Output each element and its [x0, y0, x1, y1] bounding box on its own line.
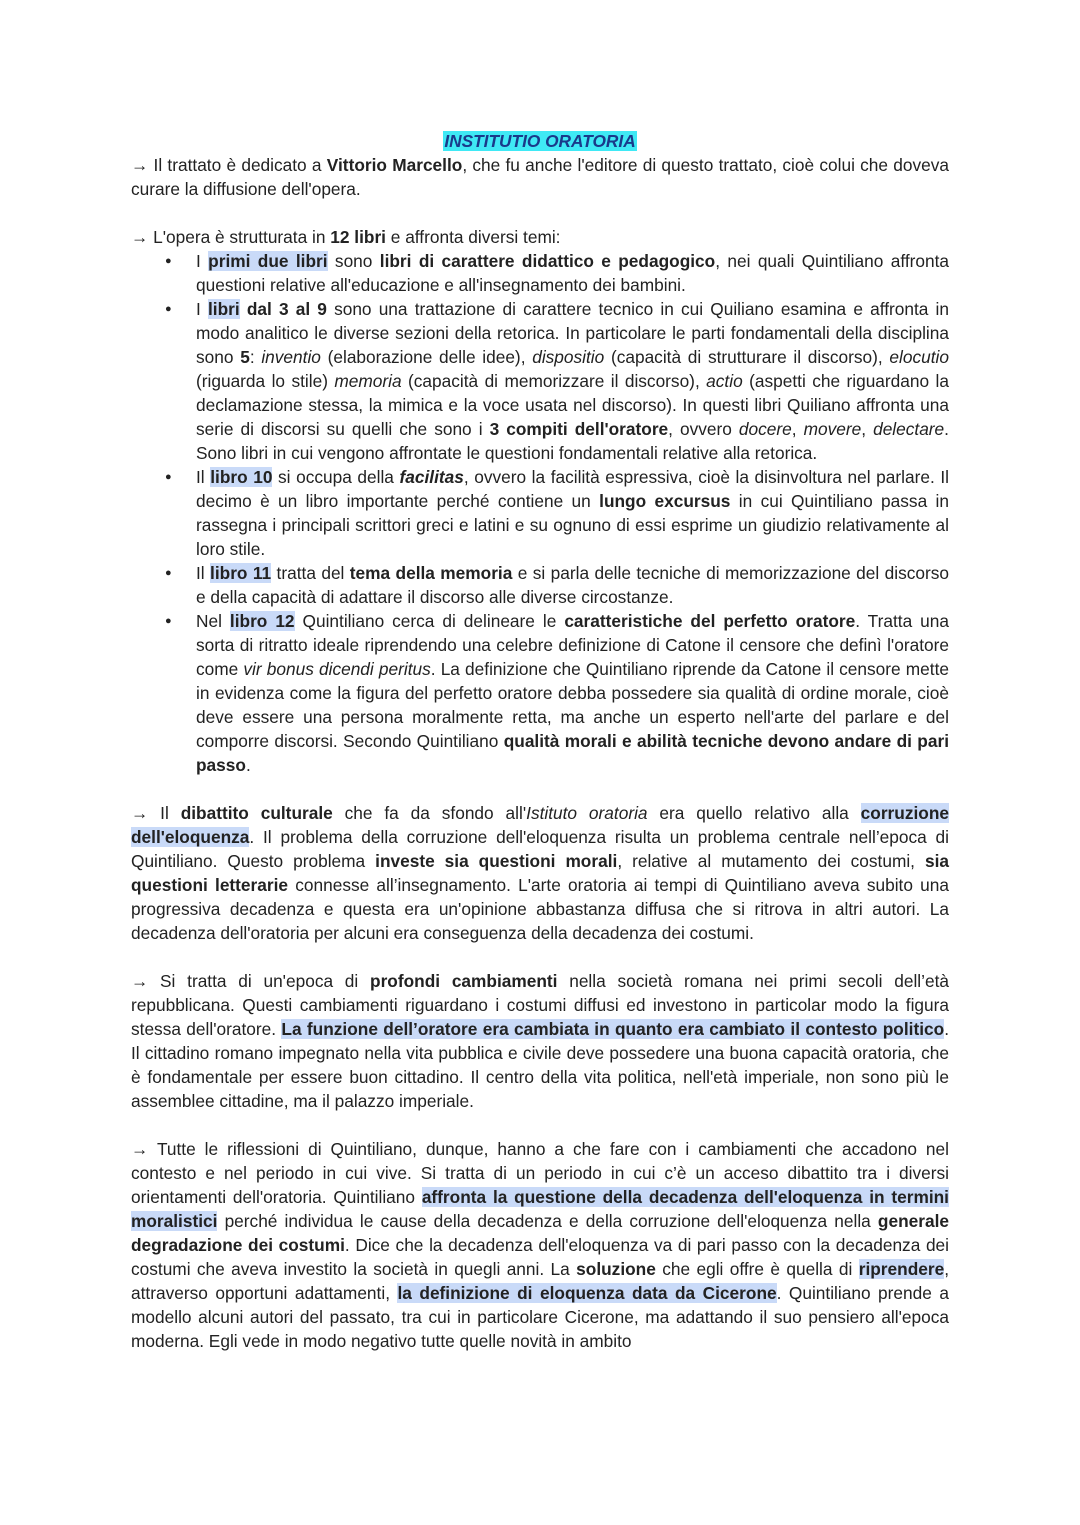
highlight: corruzione dell'eloquenza	[131, 803, 949, 847]
text: Nel	[196, 611, 230, 631]
text: che fa da sfondo all'	[332, 803, 527, 823]
highlight: La funzione dell’oratore era cambiata in quanto era cambiato il contesto politico	[281, 1019, 945, 1039]
paragraph-changes	[131, 969, 949, 1113]
text: e si parla delle tecniche di memorizzazione del discorso e della capacità di adattare il discorso alle diverse circostanze.	[196, 563, 949, 607]
text: Il	[196, 563, 211, 583]
bold-text: dibattito culturale	[180, 803, 333, 823]
text: perché individua le cause della decadenza e della corruzione dell'eloquenza nella	[217, 1211, 878, 1231]
bold-text: qualità morali e abilità tecniche devono andare di pari passo	[196, 731, 949, 775]
text: I	[196, 251, 209, 271]
paragraph-cultural-debate	[131, 801, 949, 945]
text: tratta del	[271, 563, 350, 583]
text: → Il	[131, 803, 181, 823]
paragraph-structure	[131, 225, 949, 249]
highlight: affronta la questione della decadenza dell'eloquenza in termini moralistici	[131, 1187, 949, 1231]
text: (capacità di memorizzare il discorso),	[401, 371, 707, 391]
text: sono una trattazione di carattere tecnico in cui Quiliano esamina e affronta in modo analitico le diverse sezioni della retorica. In particolare le parti fondamentali della disciplina sono	[196, 299, 950, 367]
text: , ovvero	[668, 419, 739, 439]
text: Il	[196, 467, 211, 487]
text: → Il trattato è dedicato a	[131, 155, 327, 175]
italic-text: elocutio	[889, 347, 949, 367]
paragraph-dedication	[131, 153, 949, 201]
bold-text: sia questioni letterarie	[131, 851, 949, 895]
text: . Sono libri in cui vengono affrontate le questioni fondamentali relative alla retorica.	[196, 419, 949, 463]
text: era quello relativo alla	[647, 803, 861, 823]
highlight: libro 10	[210, 467, 273, 487]
bold-text: 3 compiti dell'oratore	[489, 419, 669, 439]
italic-text: movere	[803, 419, 862, 439]
text: , che fu anche l'editore di questo trattato, cioè colui che doveva curare la diffusione dell'opera.	[131, 155, 949, 199]
text: sono	[327, 251, 380, 271]
list-item	[131, 249, 949, 297]
highlight: primi due libri	[208, 251, 328, 271]
text: (elaborazione delle idee),	[320, 347, 533, 367]
text: e affronta diversi temi:	[385, 227, 561, 247]
text: Quintiliano cerca di delineare le	[294, 611, 565, 631]
text: , relative al mutamento dei costumi,	[617, 851, 925, 871]
bold-text: profondi cambiamenti	[370, 971, 558, 991]
text: connesse all’insegnamento. L'arte oratoria ai tempi di Quintiliano aveva subito una progressiva decadenza e questa era un'opinione abbastanza diffusa che si ritrova in altri autori. La decadenza dell'oratoria per alcuni era conseguenza della decadenza dei costumi.	[131, 875, 949, 943]
italic-text: memoria	[334, 371, 402, 391]
text: I	[196, 299, 208, 319]
text: (capacità di strutturare il discorso),	[604, 347, 890, 367]
bold-text: generale degradazione dei costumi	[131, 1211, 949, 1255]
bold-text: investe sia questioni morali	[375, 851, 618, 871]
text: :	[249, 347, 262, 367]
italic-text: vir bonus dicendi peritus	[243, 659, 431, 679]
paragraph-gap	[131, 1113, 949, 1137]
text: → L'opera è strutturata in	[131, 227, 331, 247]
document-title	[131, 129, 949, 153]
text: si occupa della	[272, 467, 400, 487]
text: .	[245, 755, 251, 775]
text: ,	[791, 419, 804, 439]
bold-italic-text: facilitas	[399, 467, 464, 487]
text: (riguarda lo stile)	[196, 371, 335, 391]
text: (aspetti che riguardano la declamazione stessa, la mimica e la voce usata nel discorso). In questi libri Quiliano affronta una serie di discorsi su quelli che sono i	[196, 371, 949, 439]
title-highlight: INSTITUTIO ORATORIA	[444, 131, 636, 151]
bold-text: lungo excursus	[599, 491, 731, 511]
text: , attraverso opportuni adattamenti,	[131, 1259, 950, 1303]
list-item	[131, 465, 949, 561]
text: . Il problema della corruzione dell'eloquenza risulta un problema centrale nell’epoca di Quintiliano. Questo problema	[131, 827, 949, 871]
text: . La definizione che Quintiliano riprende da Catone il censore mette in evidenza come la figura del perfetto oratore debba possedere sia qualità di ordine morale, cioè deve essere una persona moralmente retta, ma anche un esperto nell'arte del parlare e del comporre discorsi. Secondo Quintiliano	[196, 659, 950, 751]
text: , nei quali Quintiliano affronta questioni relative all'educazione e all'insegnamento dei bambini.	[196, 251, 950, 295]
list-item	[131, 609, 949, 777]
bold-text: Vittorio Marcello	[326, 155, 463, 175]
text: . Dice che la decadenza dell'eloquenza va di pari passo con la decadenza dei costumi che aveva investito la società in quegli anni. La	[131, 1235, 950, 1279]
books-list	[131, 249, 949, 777]
bold-text: 12 libri	[330, 227, 386, 247]
bold-text: libri di carattere didattico e pedagogico	[379, 251, 716, 271]
italic-text: dispositio	[532, 347, 605, 367]
bold-text: soluzione	[576, 1259, 656, 1279]
highlight: libro 11	[210, 563, 272, 583]
text: → Si tratta di un'epoca di	[131, 971, 371, 991]
italic-text: inventio	[261, 347, 321, 367]
list-item	[131, 297, 949, 465]
text: → Tutte le riflessioni di Quintiliano, dunque, hanno a che fare con i cambiamenti che accadono nel contesto e nel periodo in cui vive. Si tratta di un periodo in cui c’è un acceso dibattito tra i diversi orientamenti dell'oratoria. Quintiliano	[131, 1139, 949, 1207]
highlight: riprendere	[858, 1259, 945, 1279]
text: ,	[861, 419, 874, 439]
text: che egli offre è quella di	[655, 1259, 859, 1279]
text: in cui Quintiliano passa in rassegna i principali scrittori greci e latini e su ognuno di essi esprime un giudizio relativamente al loro stile.	[196, 491, 949, 559]
italic-text: delectare	[873, 419, 945, 439]
paragraph-gap	[131, 777, 949, 801]
italic-text: actio	[706, 371, 743, 391]
paragraph-reflections	[131, 1137, 949, 1353]
bold-text: caratteristiche del perfetto oratore	[564, 611, 856, 631]
italic-text: docere	[738, 419, 792, 439]
paragraph-gap	[131, 945, 949, 969]
bold-text: dal 3 al 9	[239, 299, 327, 319]
highlight: libri	[207, 299, 240, 319]
text: . Il cittadino romano impegnato nella vita pubblica e civile deve possedere una buona capacità oratoria, che è fondamentale per essere buon cittadino. Il centro della vita politica, nell'età imperiale, non sono più le assemblee cittadine, ma il palazzo imperiale.	[131, 1019, 949, 1111]
text: . Tratta una sorta di ritratto ideale riprendendo una celebre definizione di Catone il censore che definì l'oratore come	[196, 611, 949, 679]
bold-text: 5	[240, 347, 250, 367]
list-item	[131, 561, 949, 609]
text: nella società romana nei primi secoli dell’età repubblicana. Questi cambiamenti riguardano i costumi diffusi ed investono in particolar modo la figura stessa dell'oratore.	[131, 971, 949, 1039]
document-page	[131, 129, 949, 1353]
text: , ovvero la facilità espressiva, cioè la disinvoltura nel parlare. Il decimo è un libro importante perché contiene un	[196, 467, 949, 511]
highlight: la definizione di eloquenza data da Cicerone	[397, 1283, 777, 1303]
bold-text: tema della memoria	[349, 563, 513, 583]
highlight: libro 12	[229, 611, 295, 631]
italic-text: Istituto oratoria	[526, 803, 648, 823]
paragraph-gap	[131, 201, 949, 225]
text: . Quintiliano prende a modello alcuni autori del passato, tra cui in particolare Cicerone, ma adattando il suo pensiero all'epoca moderna. Egli vede in modo negativo tutte quelle novità in ambito	[131, 1283, 949, 1351]
